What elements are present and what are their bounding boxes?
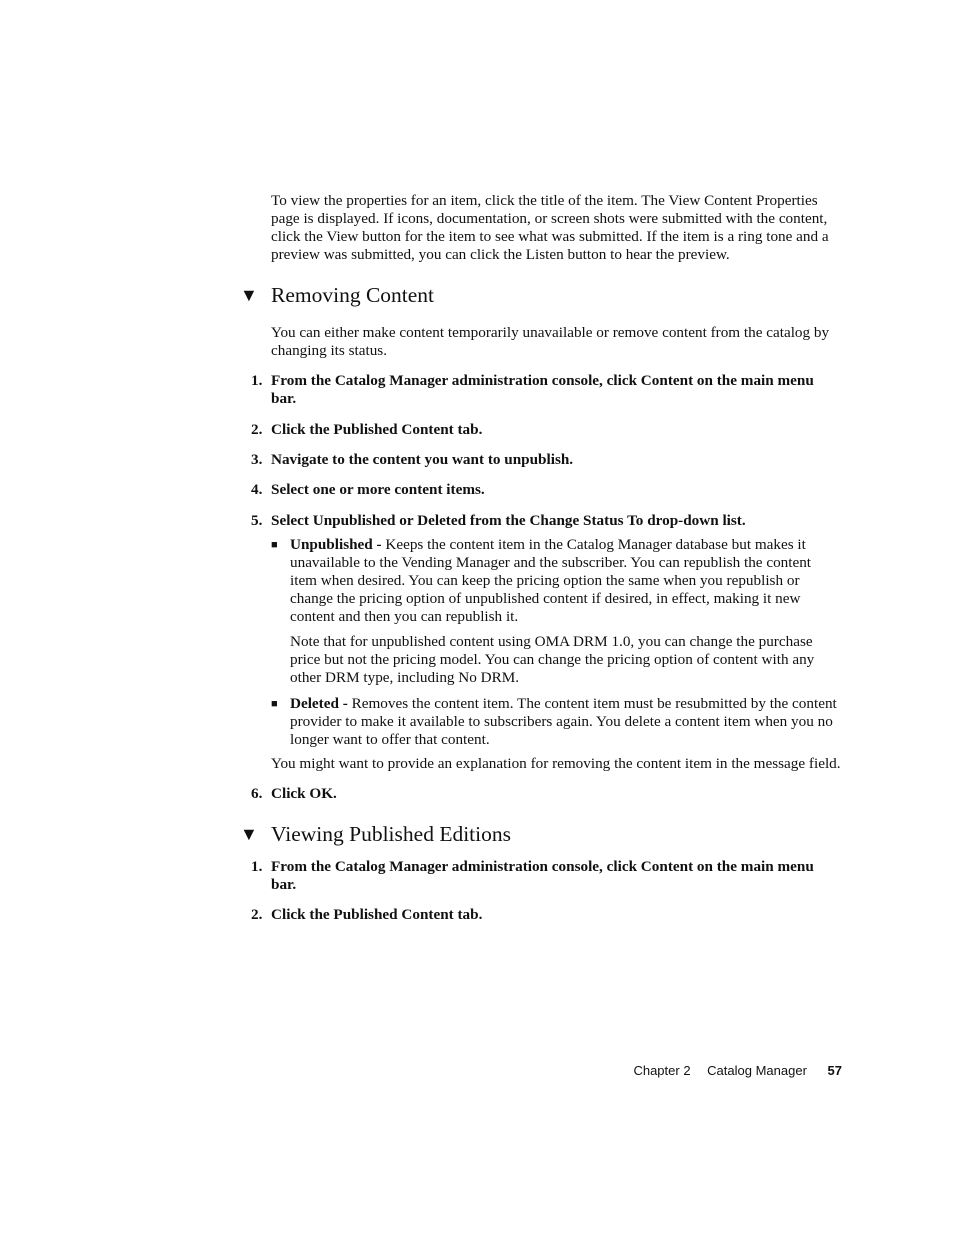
square-bullet-icon: ■ (271, 698, 278, 710)
step-text: Click OK. (271, 785, 337, 802)
bullet-text: Keeps the content item in the Catalog Manager database but makes it unavailable to the Vending Manager and the subscriber. You can republish the content item when desired. You can keep the pricing option the same when you republish or change the pricing option of unpublished content if desired, in effect, making it new content and then you can republish it. (290, 536, 812, 625)
step-text: From the Catalog Manager administration console, click Content on the main menu bar. (271, 858, 814, 893)
bullet-term: Deleted - (290, 695, 348, 712)
step-text: Navigate to the content you want to unpublish. (271, 451, 574, 468)
square-bullet-icon: ■ (271, 539, 278, 551)
bullet-text: Removes the content item. The content item must be resubmitted by the content provider to make it available to subscribers again. You delete a content item when you no longer want to offer that content. (290, 695, 837, 748)
step-text: Select one or more content items. (271, 481, 485, 498)
step-item (251, 512, 841, 530)
step-text: From the Catalog Manager administration console, click Content on the main menu bar. (271, 372, 814, 407)
page-number: 57 (827, 1063, 842, 1078)
page-footer (633, 1063, 842, 1079)
bullet-term: Unpublished - (290, 536, 382, 553)
step-number: 2. (251, 421, 263, 438)
triangle-marker-icon: ▼ (240, 824, 258, 844)
page-content (240, 192, 841, 924)
step-item (251, 785, 841, 803)
footer-chapter-title: Catalog Manager (707, 1063, 807, 1078)
footer-chapter: Chapter 2 (633, 1063, 691, 1078)
step-item (251, 906, 841, 924)
step-text: Click the Published Content tab. (271, 906, 483, 923)
step-number: 5. (251, 512, 263, 529)
step-item (251, 451, 841, 469)
step-number: 1. (251, 372, 263, 389)
step-text: Select Unpublished or Deleted from the Change Status To drop-down list. (271, 512, 746, 529)
section-heading-viewing-published-editions (240, 822, 841, 846)
intro-paragraph: To view the properties for an item, click the title of the item. The View Content Properties page is displayed. If icons, documentation, or screen shots were submitted with the content, click the View button for the item to see what was submitted. If the item is a ring tone and a preview was submitted, you can click the Listen button to hear the preview. (271, 192, 829, 263)
step-item (251, 481, 841, 499)
section-title: Viewing Published Editions (271, 822, 511, 846)
step-number: 2. (251, 906, 263, 923)
step-text: Click the Published Content tab. (271, 421, 483, 438)
explanation-paragraph: You might want to provide an explanation for removing the content item in the message field. (271, 755, 841, 772)
section-lead-paragraph: You can either make content temporarily unavailable or remove content from the catalog by changing its status. (271, 324, 830, 359)
bullet-item-deleted (271, 695, 841, 749)
triangle-marker-icon: ▼ (240, 285, 258, 305)
step-number: 1. (251, 858, 263, 875)
step-number: 6. (251, 785, 263, 802)
note-paragraph: Note that for unpublished content using OMA DRM 1.0, you can change the purchase price but not the pricing model. You can change the pricing option of content with any other DRM type, including No DRM. (290, 633, 815, 686)
step-item (251, 421, 841, 439)
step-number: 4. (251, 481, 263, 498)
section-heading-removing-content (240, 283, 841, 307)
bullet-item-unpublished (271, 536, 841, 626)
step-number: 3. (251, 451, 263, 468)
step-item (251, 372, 841, 408)
section-title: Removing Content (271, 283, 435, 307)
step-item (251, 858, 841, 894)
